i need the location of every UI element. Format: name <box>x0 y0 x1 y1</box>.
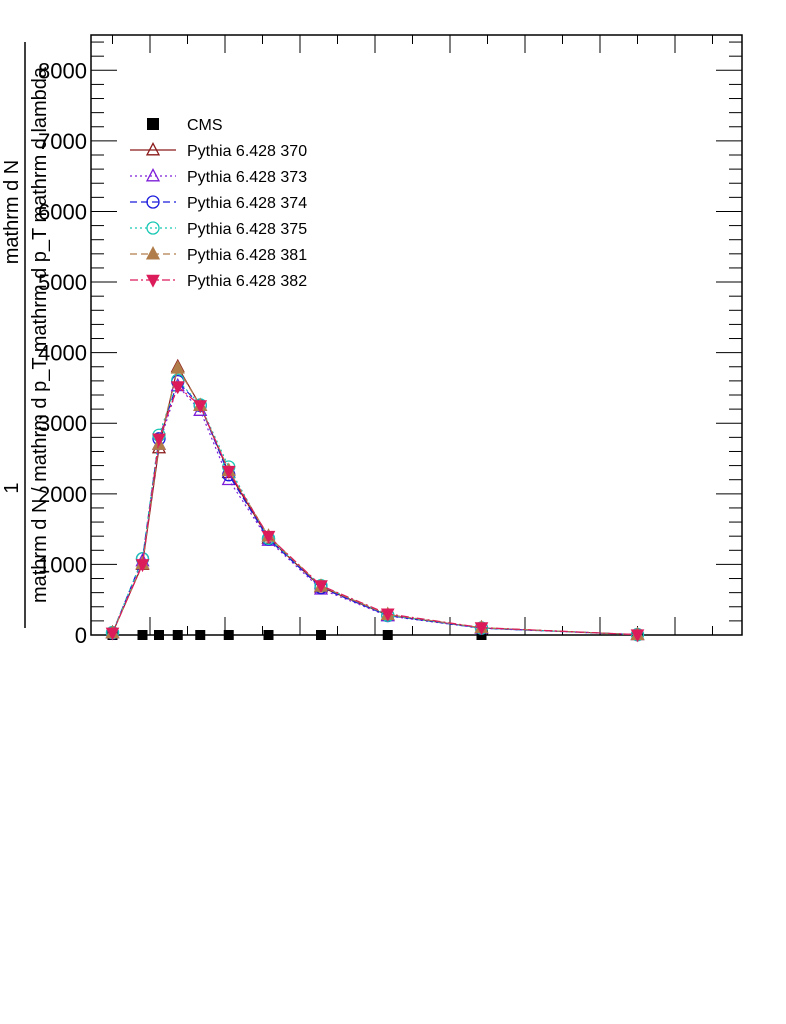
series-1 <box>107 360 644 639</box>
data-point <box>383 630 393 640</box>
legend-marker <box>147 222 159 234</box>
legend-label: Pythia 6.428 370 <box>187 143 308 160</box>
y-tick-label: 2000 <box>38 481 87 507</box>
series-line <box>113 386 638 635</box>
y-axis-title-prefix: 1 <box>1 482 23 494</box>
data-point <box>173 630 183 640</box>
legend-entry <box>130 247 307 264</box>
legend-entry <box>130 195 307 212</box>
y-tick-label: 0 <box>74 623 87 648</box>
legend-marker <box>147 247 159 258</box>
y-tick-label: 3000 <box>38 411 87 437</box>
series-4 <box>107 374 644 640</box>
legend-label: Pythia 6.428 375 <box>187 221 308 238</box>
series-line <box>113 368 638 634</box>
legend-label: Pythia 6.428 382 <box>187 273 308 290</box>
legend-entry <box>130 169 307 186</box>
y-tick-label: 1000 <box>38 552 87 578</box>
data-point <box>316 630 326 640</box>
y-axis-title-denominator: mathrm d N / mathrm d p_T mathrm d p_T mathrm d lambda <box>29 66 51 604</box>
legend-label: Pythia 6.428 381 <box>187 247 308 264</box>
legend-entry <box>130 143 307 160</box>
series-line <box>113 387 638 635</box>
legend-label: Pythia 6.428 373 <box>187 169 308 186</box>
y-axis-title-numerator: mathrm d N <box>1 159 23 265</box>
legend-marker <box>147 275 159 286</box>
legend-marker <box>147 143 159 154</box>
legend <box>130 117 307 290</box>
data-point <box>224 630 234 640</box>
legend-label: CMS <box>187 117 223 134</box>
series-5 <box>107 362 644 640</box>
y-tick-label: 7000 <box>38 128 87 154</box>
y-tick-label: 5000 <box>38 270 87 296</box>
data-point <box>154 630 164 640</box>
data-point <box>264 630 274 640</box>
series-line <box>113 382 638 635</box>
legend-marker <box>147 169 159 180</box>
legend-entry <box>130 221 307 238</box>
y-tick-label: 4000 <box>38 340 87 366</box>
series-2 <box>107 379 644 639</box>
legend-marker <box>147 118 159 130</box>
legend-entry <box>130 273 307 290</box>
legend-entry <box>147 117 223 134</box>
data-point <box>195 630 205 640</box>
series-group <box>107 360 644 641</box>
series-line <box>113 380 638 634</box>
y-axis-title <box>1 42 51 628</box>
legend-label: Pythia 6.428 374 <box>187 195 308 212</box>
y-tick-label: 8000 <box>38 58 87 84</box>
data-point <box>138 630 148 640</box>
series-6 <box>107 382 644 642</box>
series-line <box>113 367 638 635</box>
series-3 <box>107 376 644 641</box>
y-tick-label: 6000 <box>38 199 87 225</box>
